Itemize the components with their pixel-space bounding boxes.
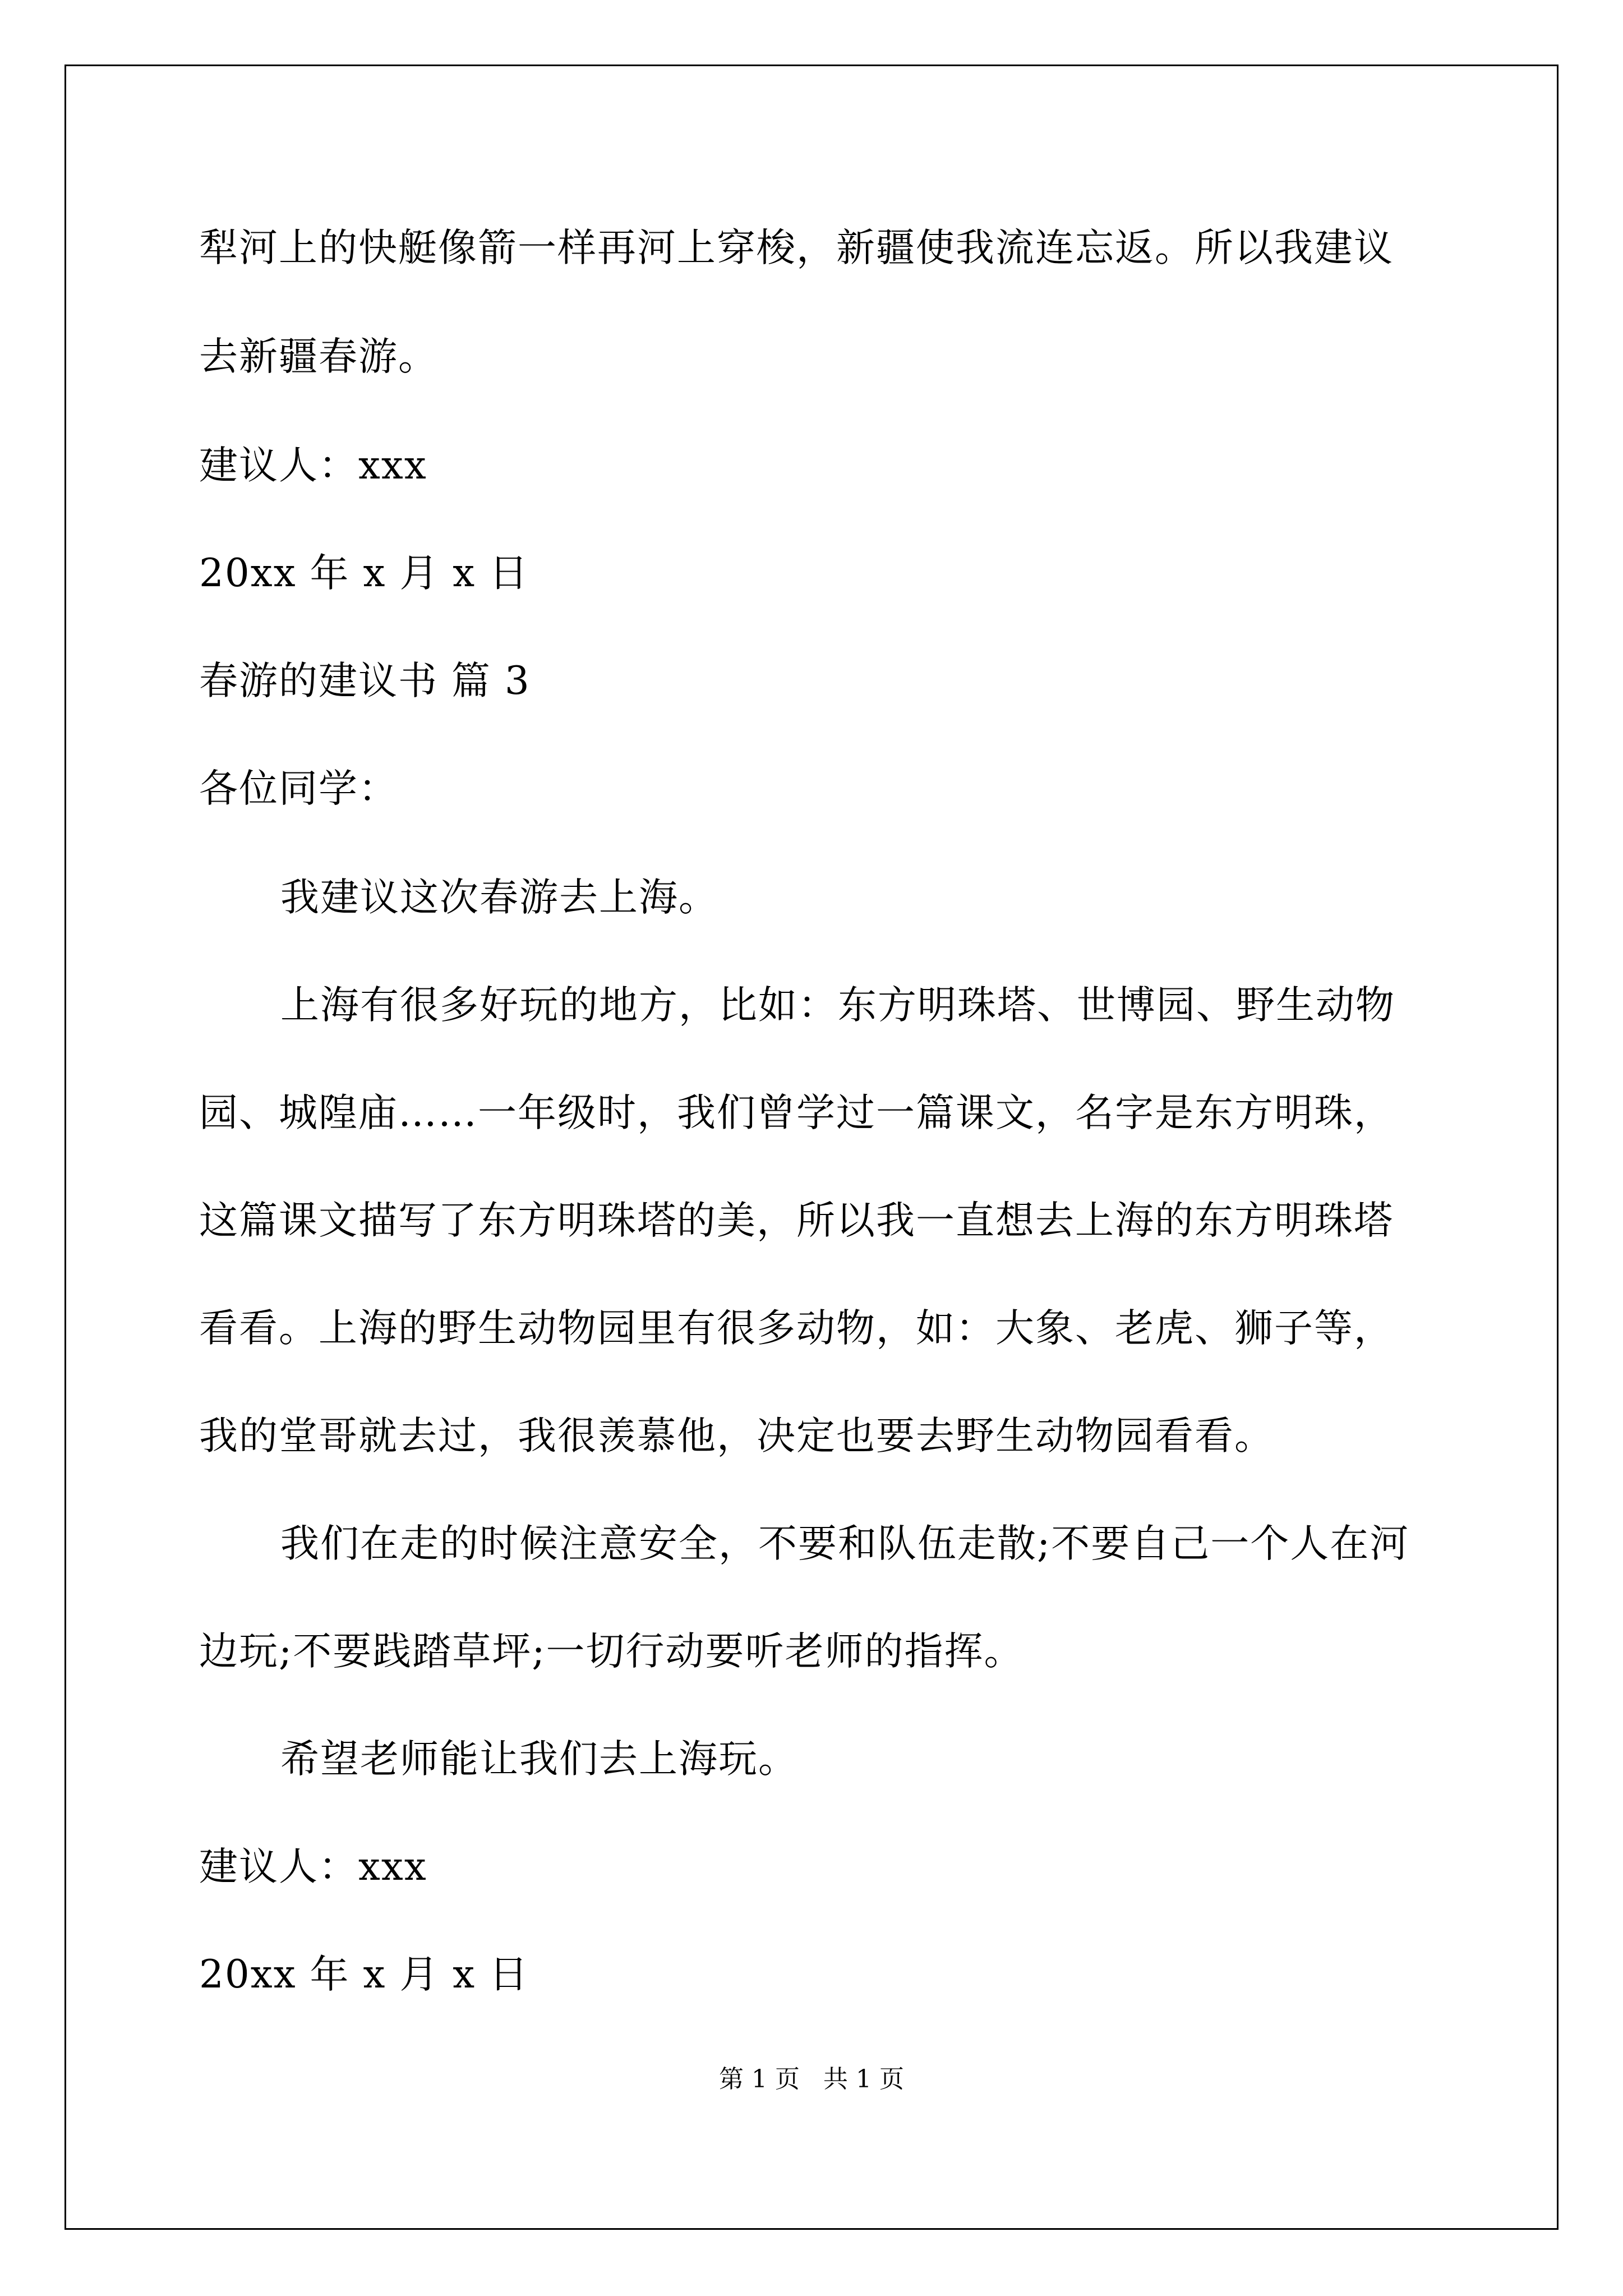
page-frame (64, 65, 1559, 2230)
section-heading: 春游的建议书 篇 3 (199, 659, 531, 703)
paragraph-line: 园、城隍庙……一年级时，我们曾学过一篇课文，名字是东方明珠， (199, 1091, 1394, 1135)
paragraph-line: 我的堂哥就去过，我很羡慕他，决定也要去野生动物园看看。 (199, 1414, 1274, 1458)
salutation: 各位同学： (199, 766, 398, 811)
paragraph-line: 看看。上海的野生动物园里有很多动物，如：大象、老虎、狮子等， (199, 1306, 1394, 1351)
date-line: 20xx 年 x 月 x 日 (199, 551, 529, 596)
text-line: 犁河上的快艇像箭一样再河上穿梭，新疆使我流连忘返。所以我建议 (199, 226, 1394, 270)
paragraph-line: 上海有很多好玩的地方，比如：东方明珠塔、世博园、野生动物 (280, 983, 1395, 1028)
page-number-footer: 第 1 页 共 1 页 (719, 2065, 904, 2093)
text-line: 去新疆春游。 (199, 334, 438, 379)
paragraph-line: 希望老师能让我们去上海玩。 (280, 1737, 798, 1782)
paragraph-line: 我们在走的时候注意安全，不要和队伍走散;不要自己一个人在河 (280, 1521, 1410, 1566)
signature-label: 建议人：xxx (199, 443, 427, 488)
signature-label: 建议人：xxx (199, 1844, 427, 1889)
paragraph-line: 边玩;不要践踏草坪;一切行动要听老师的指挥。 (199, 1629, 1024, 1674)
date-line: 20xx 年 x 月 x 日 (199, 1952, 529, 1997)
paragraph-line: 这篇课文描写了东方明珠塔的美，所以我一直想去上海的东方明珠塔 (199, 1198, 1394, 1243)
paragraph-line: 我建议这次春游去上海。 (280, 875, 718, 920)
